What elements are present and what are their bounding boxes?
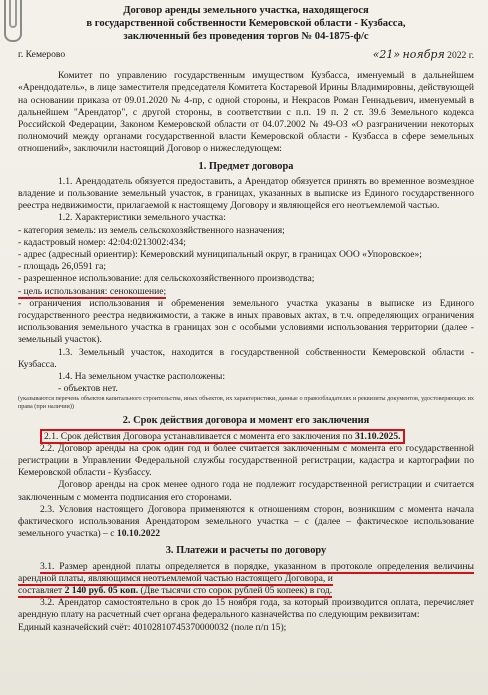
rent-clause-underlined: 3.1. Размер арендной платы определяется в порядке, указанном в протоколе определения величины арендной платы, являющимся неотъемлемой частью настоящего Договора, и — [18, 560, 474, 584]
cadastral-number: - кадастровый номер: 42:04:0213002:434; — [18, 236, 186, 248]
term-end-date: 31.10.2025. — [354, 430, 401, 442]
clause-3-2: 3.2. Арендатор самостоятельно в срок до 15 ноября года, за который производится оплата, перечисляет арендную плату на расчетный счет органа федерального казначейства по следующим реквизитам: — [18, 597, 474, 621]
title-line-1: Договор аренды земельного участка, находящегося — [123, 5, 369, 16]
date-day: «21» — [372, 48, 401, 61]
restrictions: - ограничения использования и обременения земельного участка указаны в выписке из Единого государственного реестра недвижимости, а также в иных правовых актах, в т.ч. определяющих ограничения использования земельного участка в границах зон с особыми условиями использования территории (далее - земельный участок). — [18, 297, 474, 346]
place: г. Кемерово — [18, 49, 66, 60]
permitted-use: - разрешенное использование: для сельскохозяйственного производства; — [18, 273, 315, 285]
rent-amount-line — [18, 585, 474, 597]
rent-amount-underlined — [18, 585, 332, 598]
clause-1-2: 1.2. Характеристики земельного участка: — [58, 212, 226, 224]
document-title — [18, 4, 474, 43]
clause-2-3-text: 2.3. Условия настоящего Договора применяются к отношениям сторон, возникшим с момента начала фактического использования Арендатором земельного участка – с (далее – фактическое использование земельного участка) – с — [18, 503, 474, 540]
actual-use-date: 10.10.2022 — [116, 528, 161, 540]
objects-footnote: (указываются перечень объектов капитального строительства, иных объектов, их характеристики, данные о правообладателях и реквизиты документов, удостоверяющих их права (при наличии)) — [18, 395, 474, 410]
clause-3-1 — [18, 561, 474, 585]
clause-1-4: 1.4. На земельном участке расположены: — [58, 371, 226, 383]
use-purpose-underlined: - цель использования: сенокошение; — [18, 285, 167, 297]
clause-2-2-b: Договор аренды на срок менее одного года не подлежит государственной регистрации и считается заключенным с момента подписания его сторонами. — [18, 479, 474, 503]
rent-amount-prefix: составляет — [18, 584, 65, 596]
date-month: ноября — [402, 48, 445, 61]
land-area: - площадь 26,0591 га; — [18, 261, 107, 273]
rent-amount-words: (Две тысячи сто сорок рублей 05 копеек) в год. — [138, 584, 333, 596]
land-category: - категория земель: из земель сельскохозяйственного назначения; — [18, 224, 285, 236]
section-2-heading: 2. Срок действия договора и момент его заключения — [122, 415, 370, 427]
date-year: 2022 г. — [447, 50, 474, 61]
place-date-row — [18, 49, 474, 62]
clause-1-3: 1.3. Земельный участок, находится в государственной собственности Кемеровской области - Кузбасса. — [18, 346, 474, 370]
contract-body — [18, 4, 474, 634]
contract-date — [373, 49, 474, 62]
rent-amount: 2 140 руб. 05 коп. — [64, 584, 139, 596]
title-line-3: заключенный без проведения торгов № 04-1875-ф/с — [123, 31, 369, 42]
title-line-2: в государственной собственности Кемеровской области - Кузбасса, — [86, 18, 406, 29]
land-address: - адрес (адресный ориентир): Кемеровский муниципальный округ, в границах ООО «Упоровское»; — [18, 249, 422, 261]
clause-2-2: 2.2. Договор аренды на срок один год и более считается заключенным с момента его государственной регистрации в Управлении Федеральной службы государственной регистрации, кадастра и картографии по Кемеровской области - Кузбассу. — [18, 442, 474, 479]
clause-2-3 — [18, 504, 474, 541]
objects-on-land: - объектов нет. — [58, 383, 118, 395]
term-highlight — [40, 429, 405, 444]
section-3-heading: 3. Платежи и расчеты по договору — [165, 545, 327, 557]
treasury-account: Единый казначейский счёт: 40102810745370000032 (поле п/п 15); — [18, 621, 287, 633]
use-purpose — [18, 286, 474, 298]
clause-2-1-text: 2.1. Срок действия Договора устанавливается с момента его заключения по — [44, 430, 355, 442]
preamble: Комитет по управлению государственным имуществом Кузбасса, именуемый в дальнейшем «Арендодатель», в лице заместителя председателя Комитета Костаревой Ирины Владимировны, действующей на основании приказа от 09.01.2020 № 4-пр, с одной стороны, и Некрасов Роман Геннадьевич, именуемый в дальнейшем "Арендатор", с другой стороны, в соответствии с п.п. 19 п. 2 ст. 39.6 Земельного кодекса Российской Федерации, Законом Кемеровской области от 04.07.2002 № 49-ОЗ «О разграничении некоторых полномочий между органами государственной власти Кемеровской области - Кузбасса в сфере земельных отношений», заключили настоящий Договор о нижеследующем: — [18, 70, 474, 155]
clause-1-1: 1.1. Арендодатель обязуется предоставить, а Арендатор обязуется принять во временное возмездное владение и пользование земельный участок, в границах, указанных в выписке из Единого государственного реестра недвижимости, прилагаемой к настоящему Договору и являющейся его неотъемлемой частью. — [18, 175, 474, 212]
clause-2-1 — [18, 431, 474, 443]
section-1-heading: 1. Предмет договора — [198, 160, 294, 172]
